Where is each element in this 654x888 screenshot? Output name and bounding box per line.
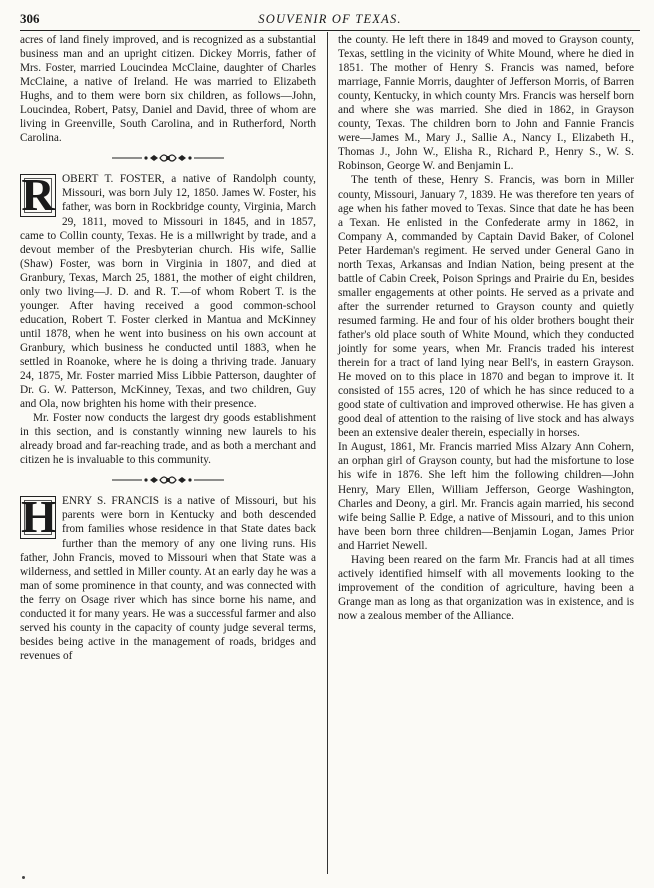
francis-paragraph-3: In August, 1861, Mr. Francis married Miss Alzary Ann Cohern, an orphan girl of Grayson county, but had the misfortune to lose his wife in 1876. She left him the following children—John Henry, Mary Ellen, William Jefferson, George Washington, Charles and Deony, a girl. Mr. Francis again married, his second wife being Sallie P. Edge, a native of Missouri, and to this union have been born three children—Benjamin Logan, James Prior and Harriet Newell. <box>338 441 634 552</box>
paragraph-continuation: acres of land finely improved, and is recognized as a substantial business man and an upright citizen. Dickey Morris, father of Mrs. Foster, married Loucindea McClaine, daughter of Charles McClaine, a native of Ireland. He was married to Elizabeth Hughs, and to them were born six children, as follows—John, Loucindea, Robert, Patsy, Daniel and David, three of whom are living in Greenville, South Carolina, and in Rutherford, North Carolina. <box>20 34 316 145</box>
francis-paragraph-4: Having been reared on the farm Mr. Francis had at all times actively identified himself with all movements looking to the improvement of the condition of agriculture, having been a Grange man as long as that organization was in existence, and is now a zealous member of the Alliance. <box>338 553 634 622</box>
francis-paragraph-2: The tenth of these, Henry S. Francis, was born in Miller county, Missouri, January 7, 1839. He was therefore ten years of age when his father moved to Texas. Since that date he has been a Texan. He enlisted in the Confederate army in 1862, in Company A, commanded by Captain David Baker, of Colonel Peter Hardeman's regiment. He served under General Gano in north Texas, Arkansas and Indian Nation, being present at the battle of Cabin Creek, Poison Springs and Prairie du En, besides smaller engagements at other points. He served as a private and after the surrender returned to Grayson county and quietly resumed farming. He and four of his older brothers bought their father's old place south of White Mound, which they conducted jointly for some years, when Mr. Francis traded his interest therein for a tract of land lying near Bell's, in eastern Grayson. He moved on to this place in 1870 and began to improve it. It consisted of 155 acres, 120 of which he has since reduced to a good state of cultivation and improved otherwise. He has given a good deal of attention to the raising of live stock and has always been an extensive dealer therein, especially in horses. <box>338 174 634 440</box>
right-column <box>338 33 634 623</box>
foster-paragraph-1: a native of Randolph county, Missouri, was born July 12, 1850. James W. Foster, his father, was born in Rockbridge county, Virginia, March 29, 1811, moved to Missouri in 1845, and in 1857, came to Collin county, Texas. He is a millwright by trade, and a devout member of the Presbyterian church. His wife, Sallie (Shaw) Foster, was born in Virginia in 1807, and died at Granbury, Texas, March 25, 1881, the mother of eight children, only two living—J. D. and R. T.—of whom Robert T. is the younger. After having received a good common-school education, Robert T. Foster clerked in Mantua and McKinney until 1878, when he went into business on his own account at Granbury, which business he conducted until 1883, when he settled in Roanoke, where he is doing a thriving trade. January 24, 1875, Mr. Foster married Miss Libbie Patterson, daughter of Dr. G. W. Patterson, McKinney, Texas, and two children, Guy and Ola, now brighten his home with their presence. <box>20 173 316 411</box>
page-header <box>20 11 640 31</box>
ornament-divider-icon <box>20 468 316 492</box>
foster-paragraph-2: Mr. Foster now conducts the largest dry goods establishment in this section, and is constantly winning new laurels to his already broad and far-reaching trade, and as both a merchant and citizen he is invaluable to this community. <box>20 412 316 467</box>
header-rule <box>20 30 640 31</box>
foster-drop-cap: R <box>21 169 55 221</box>
foster-lead-name: OBERT T. FOSTER, <box>62 173 165 186</box>
francis-drop-cap: H <box>21 491 57 543</box>
column-divider <box>327 32 328 874</box>
francis-paragraph-1-continued: the county. He left there in 1849 and moved to Grayson county, Texas, settling in the vicinity of White Mound, where he died in 1851. The mother of Henry S. Francis was named, before marriage, Fannie Morris, daughter of Jefferson Morris, of Barren county, Kentucky, in which county Mrs. Francis was herself born and where she was married. She died in 1862, in Grayson county, Texas. The children born to John and Fannie Francis were—James M., Mary J., Sallie A., Nancy I., Elizabeth H., Thomas J., John W., Elisha R., Richard P., Henry S., W. S. Robinson, George W. and Benjamin L. <box>338 34 634 173</box>
francis-biography <box>20 491 316 663</box>
francis-paragraph-1: is a native of Missouri, but his parents were born in Kentucky and both descended from families whose residence in that State dates back further than the memory of any one living runs. His father, John Francis, moved to Missouri when that State was a wilderness, and settled in Miller county. At an early day he was a man of some prominence in that county, and was connected with the ferry on Osage river which has since borne his name, and conducted it for many years. He was a successful farmer and also served his county in the capacity of county judge several terms, besides being active in the management of roads, bridges and revenues of <box>20 495 316 662</box>
ink-speck <box>22 876 25 879</box>
francis-lead-name: ENRY S. FRANCIS <box>62 495 160 508</box>
ornament-divider-icon <box>20 146 316 170</box>
running-title: SOUVENIR OF TEXAS. <box>258 12 402 26</box>
page-number: 306 <box>20 11 40 26</box>
left-column <box>20 33 316 663</box>
foster-biography <box>20 169 316 411</box>
